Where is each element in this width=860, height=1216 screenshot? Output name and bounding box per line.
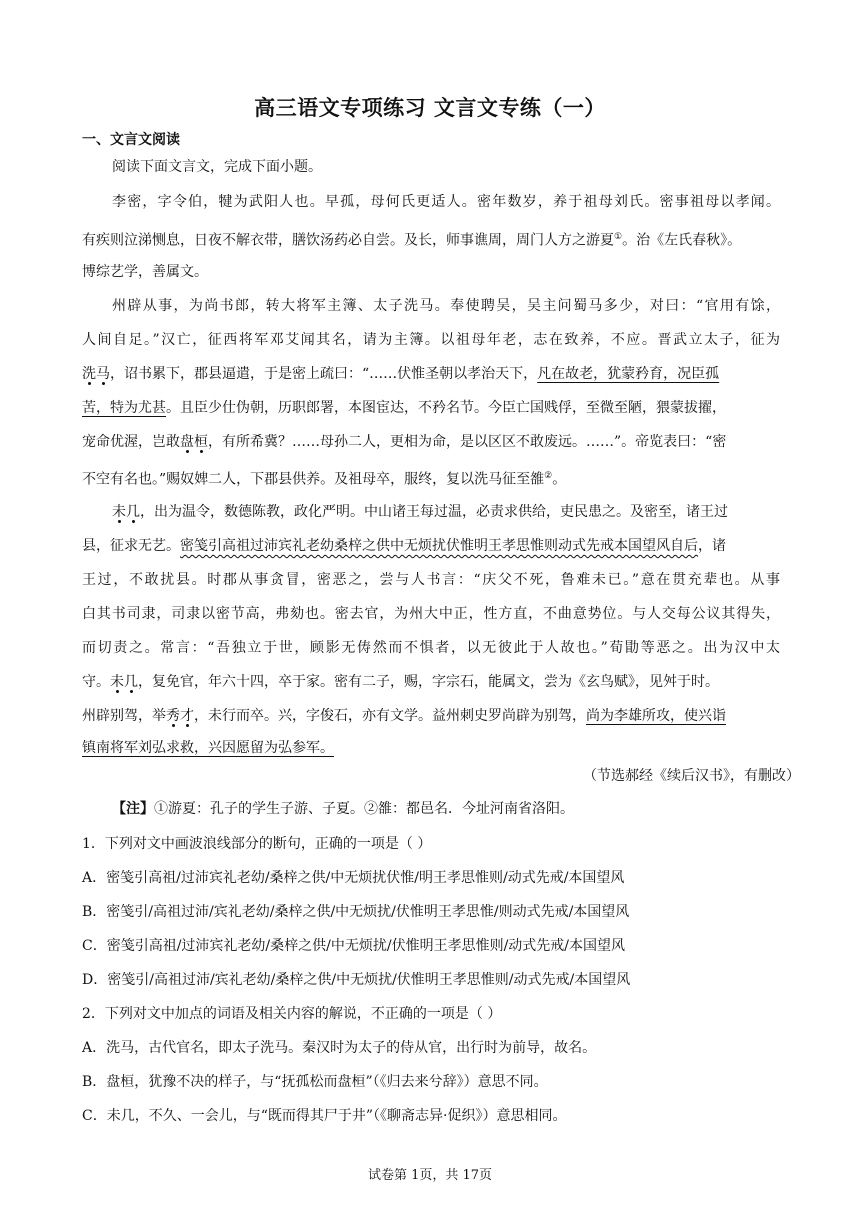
- question-2-option-b[interactable]: B．盘桓，犹豫不决的样子，与“抚孤松而盘桓”（《归去来兮辞》）意思不同。: [82, 1074, 548, 1090]
- wavy-underlined-text: 密笺引高祖过沛宾礼老幼桑梓之供中无烦扰伏惟明王孝思惟则动式先戒本国望风自后: [180, 538, 698, 554]
- text: 不空有名也。”赐奴婢二人，下郡县供养。及祖母卒，服终，复以洗马征至雒: [82, 471, 545, 488]
- passage-p3-line5: [82, 638, 782, 658]
- page-footer: 试卷第 1页，共 17页: [367, 1168, 493, 1183]
- passage-p3-line1: [112, 502, 812, 522]
- passage-p1-line3: 博综艺学，善属文。: [82, 264, 208, 280]
- text: 。: [552, 471, 567, 488]
- passage-p1-line1: [112, 192, 812, 212]
- dotted-char: 盘: [180, 434, 194, 450]
- text: ，有所希冀？……母孙二人，更相为命，是以区区不敢废远。……”。帝览表曰：“密: [208, 434, 727, 450]
- dotted-char: 才: [180, 708, 194, 724]
- note-text: ①游夏：孔子的学生子游、子夏。②雒：都邑名．今址河南省洛阳。: [154, 801, 574, 817]
- text: 有疾则泣涕恻息，日夜不解衣带，膳饮汤药必自尝。及长，师事谯周，周门人方之游夏: [82, 232, 614, 249]
- text: 李密，字令伯，犍为武阳人也。早孤，母何氏更适人。密年数岁，养于祖母刘氏。密事祖母以孝闻。: [112, 194, 780, 210]
- footnote-marker: ①: [614, 232, 623, 242]
- question-2-stem: 2．下列对文中加点的词语及相关内容的解说，不正确的一项是（ ）: [82, 1006, 502, 1022]
- text: ，复免官，年六十四，卒于家。密有二子，赐，字宗石，能属文，尝为《玄鸟赋》，见舛于时。: [138, 674, 719, 690]
- text: ，诸: [698, 538, 726, 554]
- annotation: [112, 799, 812, 819]
- passage-p1-line2: [82, 227, 782, 251]
- passage-p3-line4: [82, 604, 782, 624]
- question-1-option-d[interactable]: D．密笺引/高祖过沛/宾礼老幼/桑梓之供/中无烦扰/伏惟明王孝思惟则/动式先戒/本国望风: [82, 972, 631, 988]
- text: 守。: [82, 674, 110, 690]
- dotted-char: 几: [126, 504, 140, 520]
- instruction: 阅读下面文言文，完成下面小题。: [112, 159, 322, 175]
- underlined-text: 苦，特为尤甚: [82, 400, 166, 416]
- page-title: 高三语文专项练习 文言文专练（一）: [254, 96, 606, 120]
- passage-p2-line4: [82, 398, 782, 418]
- passage-p2-line6: [82, 466, 782, 490]
- text: 宠命优渥，岂敢: [82, 434, 180, 450]
- note-label: 【注】: [112, 801, 154, 817]
- text: 人间自足。”汉亡，征西将军邓艾闻其名，请为主簿。以祖母年老，志在致养，不应。晋武立太子，征为: [82, 332, 780, 348]
- text: 州辟从事，为尚书郎，转大将军主簿、太子洗马。奉使聘吴，吴主问蜀马多少，对曰：“官用有馀，: [112, 298, 780, 314]
- dotted-char: 秀: [166, 708, 180, 724]
- dotted-char: 马: [96, 366, 110, 382]
- text: ，未行而卒。兴，字俊石，亦有文学。益州刺史罗尚辟为别驾，: [194, 708, 586, 724]
- text: ，出为温令，数德陈教，政化严明。中山诸王每过温，必责求供给，吏民患之。及密至，诸王过: [140, 504, 728, 520]
- text: ，诏书累下，郡县逼遣，于是密上疏曰：“……伏惟圣朝以孝治天下，: [110, 366, 538, 382]
- passage-p2-line3: [82, 364, 782, 384]
- underlined-text: 镇南将军刘弘求救，兴因愿留为弘参军。: [82, 740, 334, 756]
- dotted-char: 未: [110, 674, 124, 690]
- question-2-option-c[interactable]: C．未几，不久、一会儿，与“既而得其尸于井”（《聊斋志异·促织》）意思相同。: [82, 1108, 567, 1124]
- question-1-option-c[interactable]: C．密笺引高祖/过沛宾礼老幼/桑梓之供/中无烦扰/伏惟明王孝思惟则/动式先戒/本国望风: [82, 938, 626, 954]
- source-citation: （节选郝经《续后汉书》，有删改）: [583, 768, 800, 784]
- section-heading: 一、文言文阅读: [82, 132, 180, 148]
- dotted-char: 未: [112, 504, 126, 520]
- question-1-option-b[interactable]: B．密笺引/高祖过沛/宾礼老幼/桑梓之供/中无烦扰/伏惟明王孝思惟/则动式先戒/本国望风: [82, 904, 630, 920]
- text: 县，征求无艺。: [82, 538, 180, 554]
- passage-p3-line8: [82, 738, 782, 758]
- question-2-option-a[interactable]: A．洗马，古代官名，即太子洗马。秦汉时为太子的侍从官，出行时为前导，故名。: [82, 1040, 597, 1056]
- passage-p3-line6: [82, 672, 782, 692]
- passage-p2-line5: [82, 432, 782, 452]
- passage-p3-line2: [82, 536, 782, 556]
- passage-p2-line1: [112, 296, 812, 316]
- passage-p2-line2: [82, 330, 782, 350]
- text: 。治《左氏春秋》。: [622, 232, 742, 249]
- dotted-char: 桓: [194, 434, 208, 450]
- question-1-option-a[interactable]: A．密笺引高祖/过沛宾礼老幼/桑梓之供/中无烦扰伏惟/明王孝思惟则/动式先戒/本国望风: [82, 870, 625, 886]
- text: 。且臣少仕伪朝，历职郎署，本图宦达，不矜名节。今臣亡国贱俘，至微至陋，猥蒙拔擢，: [166, 400, 726, 416]
- underlined-text: 尚为李雄所攻，使兴诣: [586, 708, 726, 724]
- text: 州辟别驾，举: [82, 708, 166, 724]
- question-1-stem: 1．下列对文中画波浪线部分的断句，正确的一项是（ ）: [82, 836, 432, 852]
- passage-p3-line3: [82, 570, 782, 590]
- underlined-text: 凡在故老，犹蒙矜育，况臣孤: [537, 366, 720, 382]
- text: 而切责之。常言：“吾独立于世，顾影无俦然而不惧者，以无彼此于人故也。”荀勖等恶之。出为汉中太: [82, 640, 780, 656]
- passage-p3-line7: [82, 706, 782, 726]
- text: 王过，不敢扰县。时郡从事贪冒，密恶之，尝与人书言：“庆父不死，鲁难未已。”意在贯充辈也。从事: [82, 572, 780, 588]
- text: 白其书司隶，司隶以密节高，弗劾也。密去官，为州大中正，性方直，不曲意势位。与人交每公议其得失，: [82, 606, 780, 622]
- dotted-char: 洗: [82, 366, 96, 382]
- dotted-char: 几: [124, 674, 138, 690]
- footnote-marker: ②: [544, 471, 553, 481]
